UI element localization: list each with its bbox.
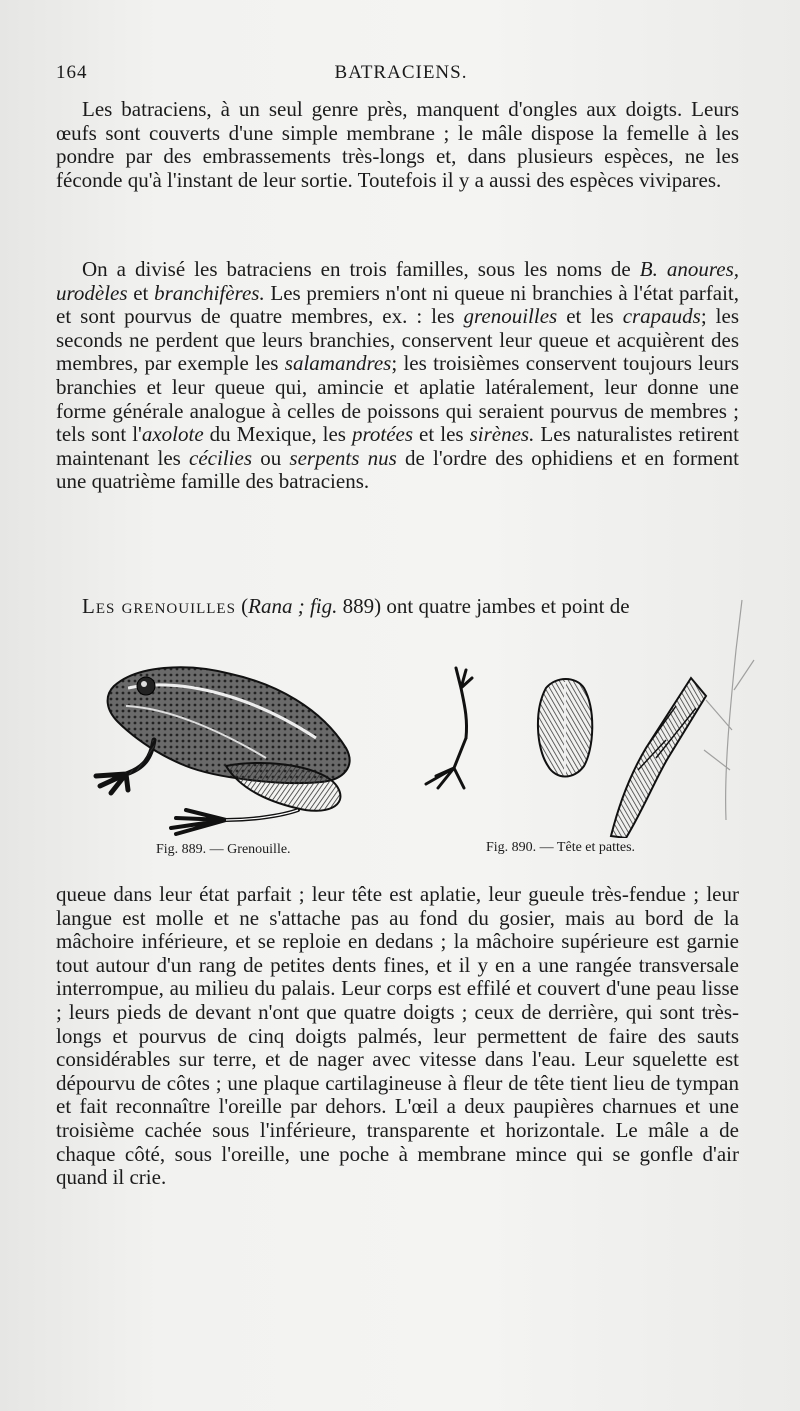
head-and-legs-illustration — [406, 648, 726, 838]
figure-890-caption: Fig. 890. — Tête et pattes. — [486, 840, 636, 855]
p2-c: et — [127, 280, 155, 305]
bleed-through-sketch — [696, 590, 756, 830]
figure-area — [56, 640, 756, 872]
p2-f: grenouilles — [463, 304, 558, 329]
running-title: BATRACIENS. — [334, 62, 468, 83]
p2-s: cécilies — [189, 445, 252, 470]
p2-l: ; les troisièmes conservent toujours leurs branchies et leur queue qui, amincie et aplatie latéralement, leur donne une forme générale analogue à celles de poissons qui seraient pourvus de membres ; tels sont l' — [56, 351, 739, 447]
paragraph-2 — [56, 258, 739, 494]
p2-v: de l'ordre des ophidiens et en forment une quatrième famille des batraciens. — [56, 445, 740, 494]
figure-889-caption: Fig. 889. — Grenouille. — [156, 842, 291, 857]
p2-d: branchifères. — [154, 280, 265, 305]
paragraph-1 — [56, 98, 739, 192]
paragraph-4-text: queue dans leur état parfait ; leur tête est aplatie, leur gueule très-fendue ; leur langue est molle et ne s'attache pas au fond du gosier, mais au bord de la mâchoire inférieure, et se reploie en dedans ; la mâchoire supérieure est garnie tout autour d'un rang de petites dents fines, et il y en a une rangée transversale interrompue, au milieu du palais. Leur corps est effilé et couvert d'une peau lisse ; leurs pieds de devant n'ont que quatre doigts ; ceux de derrière, qui sont très-longs et pourvus de cinq doigts palmés, leur permettent de faire des sauts considérables sur terre, et de nager avec vitesse dans l'eau. Leur squelette est dépourvu de côtes ; une plaque cartilagineuse à fleur de tête tient lieu de tympan et fait reconnaître l'oreille par dehors. L'œil a deux paupières charnues et une troisième cachée sous l'inférieure, transparente et horizontale. Le mâle a de chaque côté, sous l'oreille, une poche à membrane mince qui se gonfle d'air quand il crie. — [56, 882, 739, 1190]
p2-j: ; les seconds ne perdent que leurs branchies, conservent leur queue et acquièrent des membres, par exemple les — [56, 304, 740, 376]
p2-g: et les — [557, 304, 623, 329]
p2-u: serpents nus — [289, 445, 397, 470]
p2-n: du Mexique, les — [203, 422, 352, 447]
p2-p: et les — [413, 422, 470, 447]
p3-a: Les grenouilles — [82, 594, 236, 618]
p2-q: sirènes. — [469, 422, 535, 447]
p2-t: ou — [252, 445, 290, 470]
page-header — [56, 62, 746, 86]
p3-d: 889) ont quatre jambes et point de — [337, 594, 630, 618]
p2-k: salamandres — [284, 351, 392, 376]
paragraph-1-text: Les batraciens, à un seul genre près, manquent d'ongles aux doigts. Leurs œufs sont couverts d'une simple membrane ; le mâle dispose la femelle à les pondre par des embrassements très-longs et, dans plusieurs espèces, ne les féconde qu'à l'instant de leur sortie. Toutefois il y a aussi des espèces vivipares. — [56, 97, 739, 192]
frog-illustration — [66, 648, 371, 838]
paragraph-4 — [56, 883, 739, 1190]
p2-r: Les naturalistes retirent maintenant les — [56, 422, 740, 470]
page-number: 164 — [56, 62, 88, 83]
p2-o: protées — [351, 422, 414, 447]
p3-c: Rana ; fig. — [248, 594, 338, 618]
p2-a: On a divisé les batraciens en trois familles, sous les noms de — [82, 257, 640, 281]
p2-b: B. anoures, urodèles — [56, 257, 739, 305]
p2-e: Les premiers n'ont ni queue ni branchies à l'état parfait, et sont pourvus de quatre membres, ex. : les — [56, 280, 740, 329]
p3-b: ( — [235, 594, 249, 618]
paragraph-3 — [56, 595, 739, 619]
p2-m: axolote — [141, 422, 204, 447]
p2-h: crapauds — [622, 304, 701, 329]
